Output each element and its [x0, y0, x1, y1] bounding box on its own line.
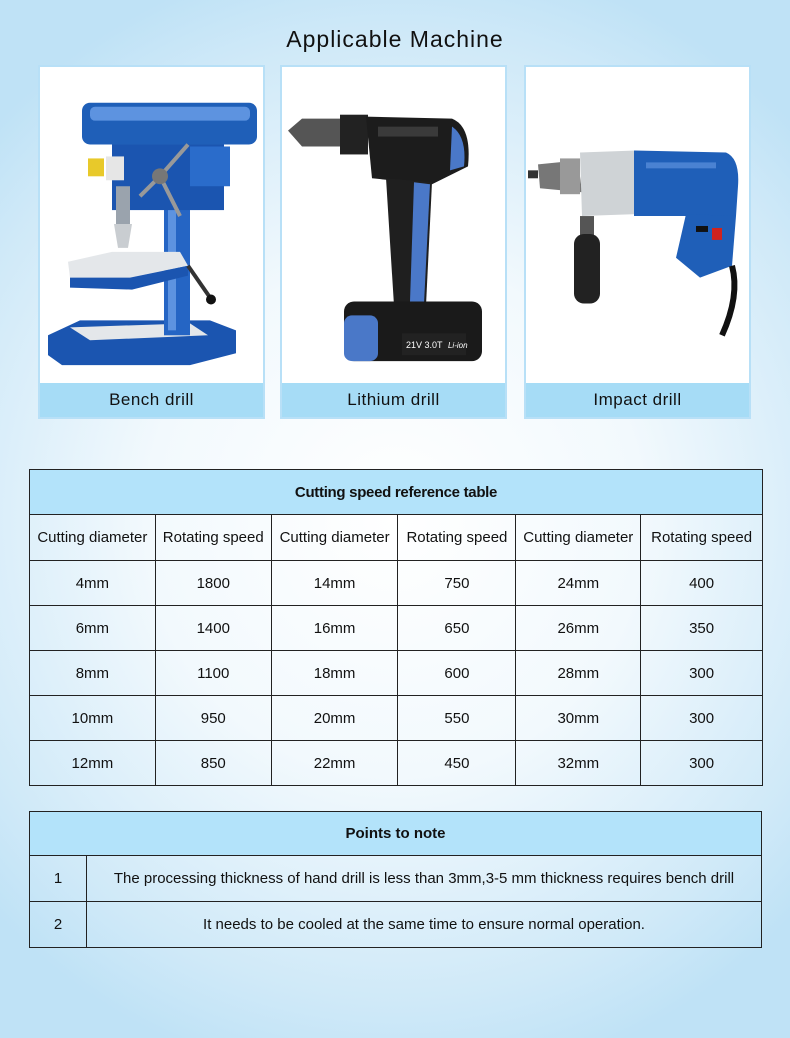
table-cell: 18mm	[271, 651, 398, 696]
table-cell: 1800	[155, 561, 271, 606]
table-cell: 10mm	[30, 696, 156, 741]
machine-card-impact-drill	[524, 65, 751, 419]
machine-card-lithium-drill	[280, 65, 507, 419]
notes-table	[29, 811, 762, 948]
table-row	[30, 902, 762, 948]
table-cell: 28mm	[516, 651, 641, 696]
table-cell: 14mm	[271, 561, 398, 606]
table-cell: 26mm	[516, 606, 641, 651]
table-row	[30, 651, 763, 696]
table-row	[30, 606, 763, 651]
lithium-drill-image	[282, 67, 505, 383]
table-cell: 1400	[155, 606, 271, 651]
table-cell: 30mm	[516, 696, 641, 741]
speed-table-title: Cutting speed reference table	[30, 470, 763, 515]
table-header-row	[30, 515, 763, 561]
note-number: 1	[30, 856, 87, 902]
table-cell: 12mm	[30, 741, 156, 786]
column-header: Rotating speed	[155, 515, 271, 561]
machine-label: Impact drill	[526, 383, 749, 417]
table-cell: 24mm	[516, 561, 641, 606]
table-cell: 650	[398, 606, 516, 651]
table-cell: 350	[641, 606, 763, 651]
table-cell: 950	[155, 696, 271, 741]
bench-drill-image	[40, 67, 263, 383]
table-cell: 6mm	[30, 606, 156, 651]
table-row	[30, 561, 763, 606]
table-cell: 32mm	[516, 741, 641, 786]
table-cell: 22mm	[271, 741, 398, 786]
table-row	[30, 696, 763, 741]
impact-drill-image	[526, 67, 749, 383]
table-row	[30, 741, 763, 786]
machine-label: Bench drill	[40, 383, 263, 417]
page-title: Applicable Machine	[286, 26, 504, 52]
table-cell: 8mm	[30, 651, 156, 696]
table-cell: 850	[155, 741, 271, 786]
table-cell: 300	[641, 651, 763, 696]
notes-table-title: Points to note	[30, 812, 762, 856]
table-cell: 1100	[155, 651, 271, 696]
table-cell: 300	[641, 741, 763, 786]
table-cell: 4mm	[30, 561, 156, 606]
battery-rating-text: 21V 3.0T	[406, 340, 443, 351]
battery-type-text: Li-ion	[448, 341, 468, 351]
table-cell: 550	[398, 696, 516, 741]
machine-card-bench-drill	[38, 65, 265, 419]
column-header: Rotating speed	[641, 515, 763, 561]
table-cell: 400	[641, 561, 763, 606]
column-header: Cutting diameter	[271, 515, 398, 561]
table-cell: 450	[398, 741, 516, 786]
table-cell: 750	[398, 561, 516, 606]
note-text: It needs to be cooled at the same time to ensure normal operation.	[87, 902, 762, 948]
note-number: 2	[30, 902, 87, 948]
table-row	[30, 856, 762, 902]
column-header: Cutting diameter	[516, 515, 641, 561]
column-header: Cutting diameter	[30, 515, 156, 561]
note-text: The processing thickness of hand drill is less than 3mm,3-5 mm thickness requires bench drill	[87, 856, 762, 902]
table-cell: 600	[398, 651, 516, 696]
column-header: Rotating speed	[398, 515, 516, 561]
cutting-speed-table	[29, 469, 763, 786]
table-cell: 300	[641, 696, 763, 741]
table-cell: 16mm	[271, 606, 398, 651]
machine-label: Lithium drill	[282, 383, 505, 417]
table-cell: 20mm	[271, 696, 398, 741]
